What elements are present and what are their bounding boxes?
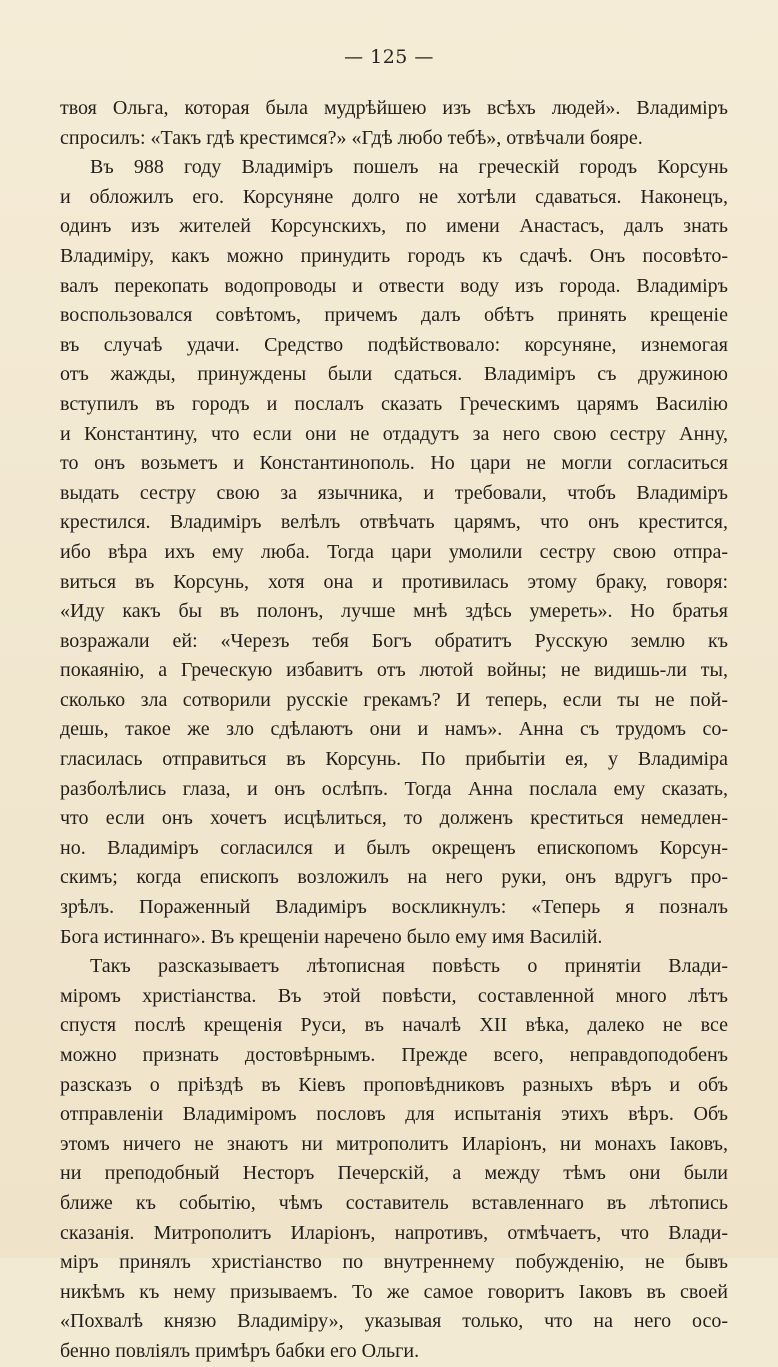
text-line: Владиміру, какъ можно принудить городъ къ сдачѣ. Онъ посовѣто-	[60, 244, 728, 267]
text-line: покаянію, а Греческую избавитъ отъ лютой войны; не видишь-ли ты,	[60, 659, 728, 682]
text-line: и обложилъ его. Корсуняне долго не хотѣли сдаваться. Наконецъ,	[60, 185, 728, 208]
text-line: ибо вѣра ихъ ему люба. Тогда цари умолили сестру свою отпра-	[60, 540, 728, 563]
text-line: скимъ; когда епископъ возложилъ на него руки, онъ вдругъ про-	[60, 866, 728, 889]
text-line: никѣмъ къ нему призываемъ. То же самое говоритъ Іаковъ въ своей	[60, 1280, 728, 1303]
text-line: твоя Ольга, которая была мудрѣйшею изъ всѣхъ людей». Владиміръ	[60, 97, 728, 119]
text-line: въ случаѣ удачи. Средство подѣйствовало: корсуняне, изнемогая	[60, 333, 728, 356]
text-line: можно признать достовѣрнымъ. Прежде всего, неправдоподобенъ	[60, 1044, 728, 1066]
text-line: гласилась отправиться въ Корсунь. По прибытіи ея, у Владиміра	[60, 748, 728, 771]
text-line: вступилъ въ городъ и послалъ сказать Греческимъ царямъ Василію	[60, 392, 728, 415]
text-line: спросилъ: «Такъ гдѣ крестимся?» «Гдѣ любо тебѣ», отвѣчали бояре.	[60, 126, 643, 149]
text-line: зрѣлъ. Пораженный Владиміръ воскликнулъ: «Теперь я позналъ	[60, 896, 728, 919]
text-line: валъ перекопать водопроводы и отвести воду изъ города. Владиміръ	[60, 274, 728, 297]
text-line: воспользовался совѣтомъ, причемъ далъ обѣтъ принять крещеніе	[60, 304, 728, 327]
text-line: разболѣлись глаза, и онъ ослѣпъ. Тогда Анна послала ему сказать,	[60, 777, 728, 800]
text-line: выдать сестру свою за язычника, и требовали, чтобъ Владиміръ	[60, 481, 728, 504]
text-line: дешь, такое же зло сдѣлаютъ они и намъ». Анна съ трудомъ со-	[60, 718, 728, 741]
text-line: отправленіи Владиміромъ пословъ для испытанія этихъ вѣръ. Объ	[60, 1103, 728, 1126]
text-line: сказанія. Митрополитъ Иларіонъ, напротивъ, отмѣчаетъ, что Влади-	[60, 1221, 728, 1244]
text-line: ни преподобный Несторъ Печерскій, а между тѣмъ они были	[60, 1162, 728, 1185]
text-line: «Иду какъ бы въ полонъ, лучше мнѣ здѣсь умереть». Но братья	[60, 600, 728, 623]
text-line: то онъ возьметъ и Константинополь. Но цари не могли согласиться	[60, 452, 728, 475]
text-line: міръ принялъ христіанство по внутреннему побужденію, не бывъ	[60, 1251, 728, 1274]
page-number: — 125 —	[344, 46, 434, 68]
text-line: крестился. Владиміръ велѣлъ отвѣчать царямъ, что онъ крестится,	[60, 511, 728, 534]
text-line: міромъ христіанства. Въ этой повѣсти, составленной много лѣтъ	[60, 984, 728, 1007]
text-line: и Константину, что если они не отдадутъ за него свою сестру Анну,	[60, 422, 728, 445]
text-line: отъ жажды, принуждены были сдаться. Владиміръ съ дружиною	[60, 363, 728, 386]
text-line: разсказъ о пріѣздѣ въ Кіевъ проповѣдниковъ разныхъ вѣръ и объ	[60, 1073, 728, 1096]
text-line: ближе къ событію, чѣмъ составитель вставленнаго въ лѣтопись	[60, 1191, 728, 1214]
text-line: этомъ ничего не знаютъ ни митрополитъ Иларіонъ, ни монахъ Іаковъ,	[60, 1132, 728, 1155]
text-line: виться въ Корсунь, хотя она и противилась этому браку, говоря:	[60, 570, 728, 593]
text-line: сколько зла сотворили русскіе грекамъ? И теперь, если ты не пой-	[60, 688, 728, 711]
text-line: Бога истиннаго». Въ крещеніи наречено было ему имя Василій.	[60, 925, 603, 948]
body-text	[60, 94, 728, 1367]
text-line: Въ 988 году Владиміръ пошелъ на греческій городъ Корсунь	[90, 156, 728, 179]
text-line: одинъ изъ жителей Корсунскихъ, по имени Анастасъ, далъ знать	[60, 215, 728, 238]
text-line: Такъ разсказываетъ лѣтописная повѣсть о принятіи Влади-	[90, 955, 728, 978]
text-line: но. Владиміръ согласился и былъ окрещенъ епископомъ Корсун-	[60, 836, 728, 859]
text-line: бенно повліялъ примѣръ бабки его Ольги.	[60, 1339, 420, 1362]
text-line: что если онъ хочетъ исцѣлиться, то долженъ креститься немедлен-	[60, 807, 728, 830]
text-line: возражали ей: «Черезъ тебя Богъ обратитъ Русскую землю къ	[60, 629, 728, 652]
text-line: «Похвалѣ князю Владиміру», указывая только, что на него осо-	[60, 1310, 728, 1333]
text-line: спустя послѣ крещенія Руси, въ началѣ XII вѣка, далеко не все	[60, 1014, 728, 1037]
